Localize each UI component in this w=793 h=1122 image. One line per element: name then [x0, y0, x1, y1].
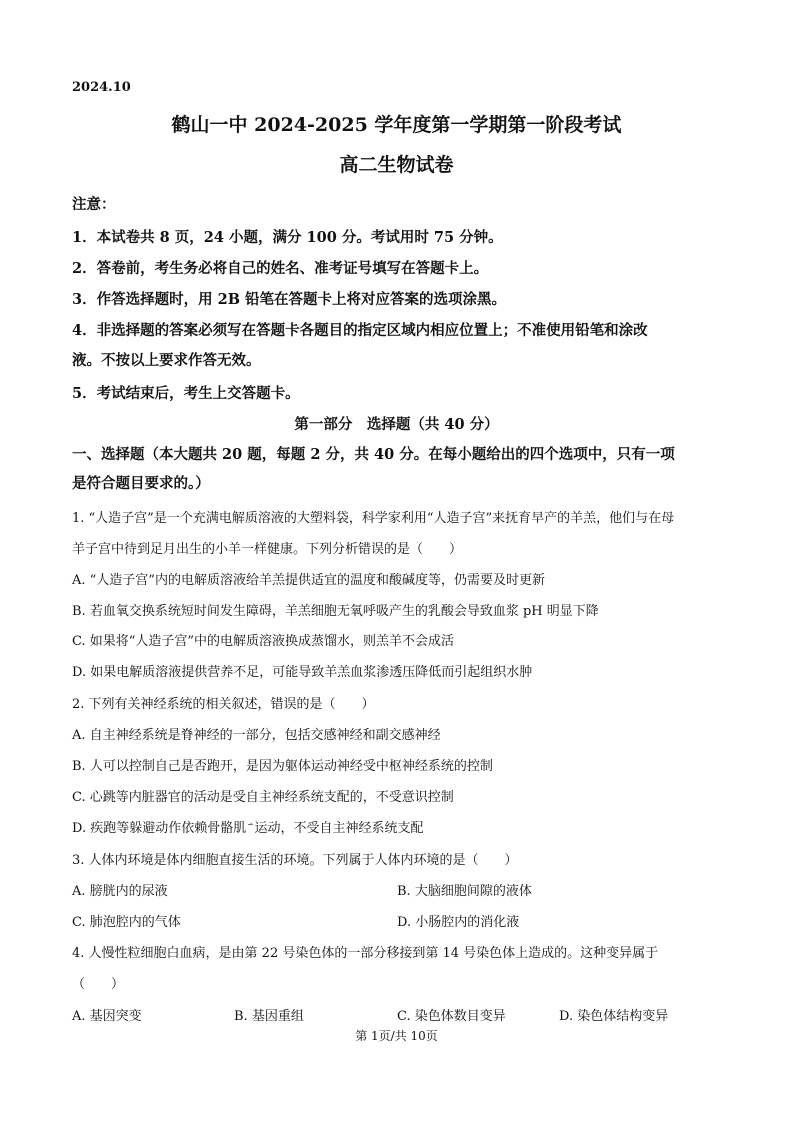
exam-date: 2024.10: [72, 80, 131, 95]
question-4-option-c: C. 染色体数目变异: [397, 1009, 506, 1024]
section-instruction-continued: 是符合题目要求的。）: [72, 475, 210, 492]
question-1-option-b: B. 若血氧交换系统短时间发生障碍，羊羔细胞无氧呼吸产生的乳酸会导致血浆 pH 明显下降: [72, 604, 599, 619]
notice-item-3: 3．作答选择题时，用 2B 铅笔在答题卡上将对应答案的选项涂黑。: [72, 291, 507, 308]
part-title: 第一部分 选择题（共 40 分）: [294, 416, 499, 433]
question-1-option-d: D. 如果电解质溶液提供营养不足，可能导致羊羔血浆渗透压降低而引起组织水肿: [72, 665, 533, 680]
notice-item-1: 1．本试卷共 8 页，24 小题，满分 100 分。考试用时 75 分钟。: [72, 229, 503, 246]
question-3-option-b: B. 大脑细胞间隙的液体: [397, 884, 532, 899]
page-number: 第 1页/共 10页: [355, 1029, 438, 1043]
question-2-option-a: A. 自主神经系统是脊神经的一部分，包括交感神经和副交感神经: [72, 728, 441, 743]
section-instruction: 一、选择题（本大题共 20 题，每题 2 分，共 40 分。在每小题给出的四个选项中，只有一项: [72, 446, 675, 463]
notice-item-2: 2．答卷前，考生务必将自己的姓名、准考证号填写在答题卡上。: [72, 260, 489, 277]
notice-heading: 注意：: [72, 196, 116, 213]
question-3-stem: 3. 人体内环境是体内细胞直接生活的环境。下列属于人体内环境的是（ ）: [72, 853, 518, 868]
notice-item-4: 4．非选择题的答案必须写在答题卡各题目的指定区域内相应位置上；不准使用铅笔和涂改: [72, 322, 648, 339]
exam-subtitle: 高二生物试卷: [339, 154, 454, 176]
question-4-stem-continued: （ ）: [72, 977, 125, 992]
question-4-option-d: D. 染色体结构变异: [559, 1009, 669, 1024]
question-4-option-a: A. 基因突变: [72, 1009, 142, 1024]
exam-title: 鹤山一中 2024-2025 学年度第一学期第一阶段考试: [171, 114, 622, 136]
question-1-stem: 1. “人造子宫”是一个充满电解质溶液的大塑料袋，科学家利用“人造子宫”来抚育早产的羊羔，他们与在母: [72, 511, 675, 526]
question-1-option-a: A. “人造子宫”内的电解质溶液给羊羔提供适宜的温度和酸碱度等，仍需要及时更新: [72, 573, 545, 588]
question-2-option-b: B. 人可以控制自己是否跑开，是因为躯体运动神经受中枢神经系统的控制: [72, 759, 493, 774]
question-2-option-c: C. 心跳等内脏器官的活动是受自主神经系统支配的，不受意识控制: [72, 790, 454, 805]
question-2-stem: 2. 下列有关神经系统的相关叙述，错误的是（ ）: [72, 697, 375, 712]
notice-item-4-continued: 液。不按以上要求作答无效。: [72, 352, 261, 369]
question-3-option-d: D. 小肠腔内的消化液: [397, 915, 520, 930]
question-4-option-b: B. 基因重组: [234, 1009, 304, 1024]
question-3-option-c: C. 肺泡腔内的气体: [72, 915, 181, 930]
question-1-option-c: C. 如果将“人造子宫”中的电解质溶液换成蒸馏水，则羔羊不会成活: [72, 634, 455, 649]
question-3-option-a: A. 膀胱内的尿液: [72, 884, 168, 899]
question-2-option-d: D. 疾跑等躲避动作依赖骨骼肌 ҄ 运动，不受自主神经系统支配: [72, 821, 424, 836]
notice-item-5: 5．考试结束后，考生上交答题卡。: [72, 385, 300, 402]
question-1-stem-continued: 羊子宫中待到足月出生的小羊一样健康。下列分析错误的是（ ）: [72, 542, 463, 557]
question-4-stem: 4. 人慢性粒细胞白血病，是由第 22 号染色体的一部分移接到第 14 号染色体上造成的。这种变异属于: [72, 946, 659, 961]
